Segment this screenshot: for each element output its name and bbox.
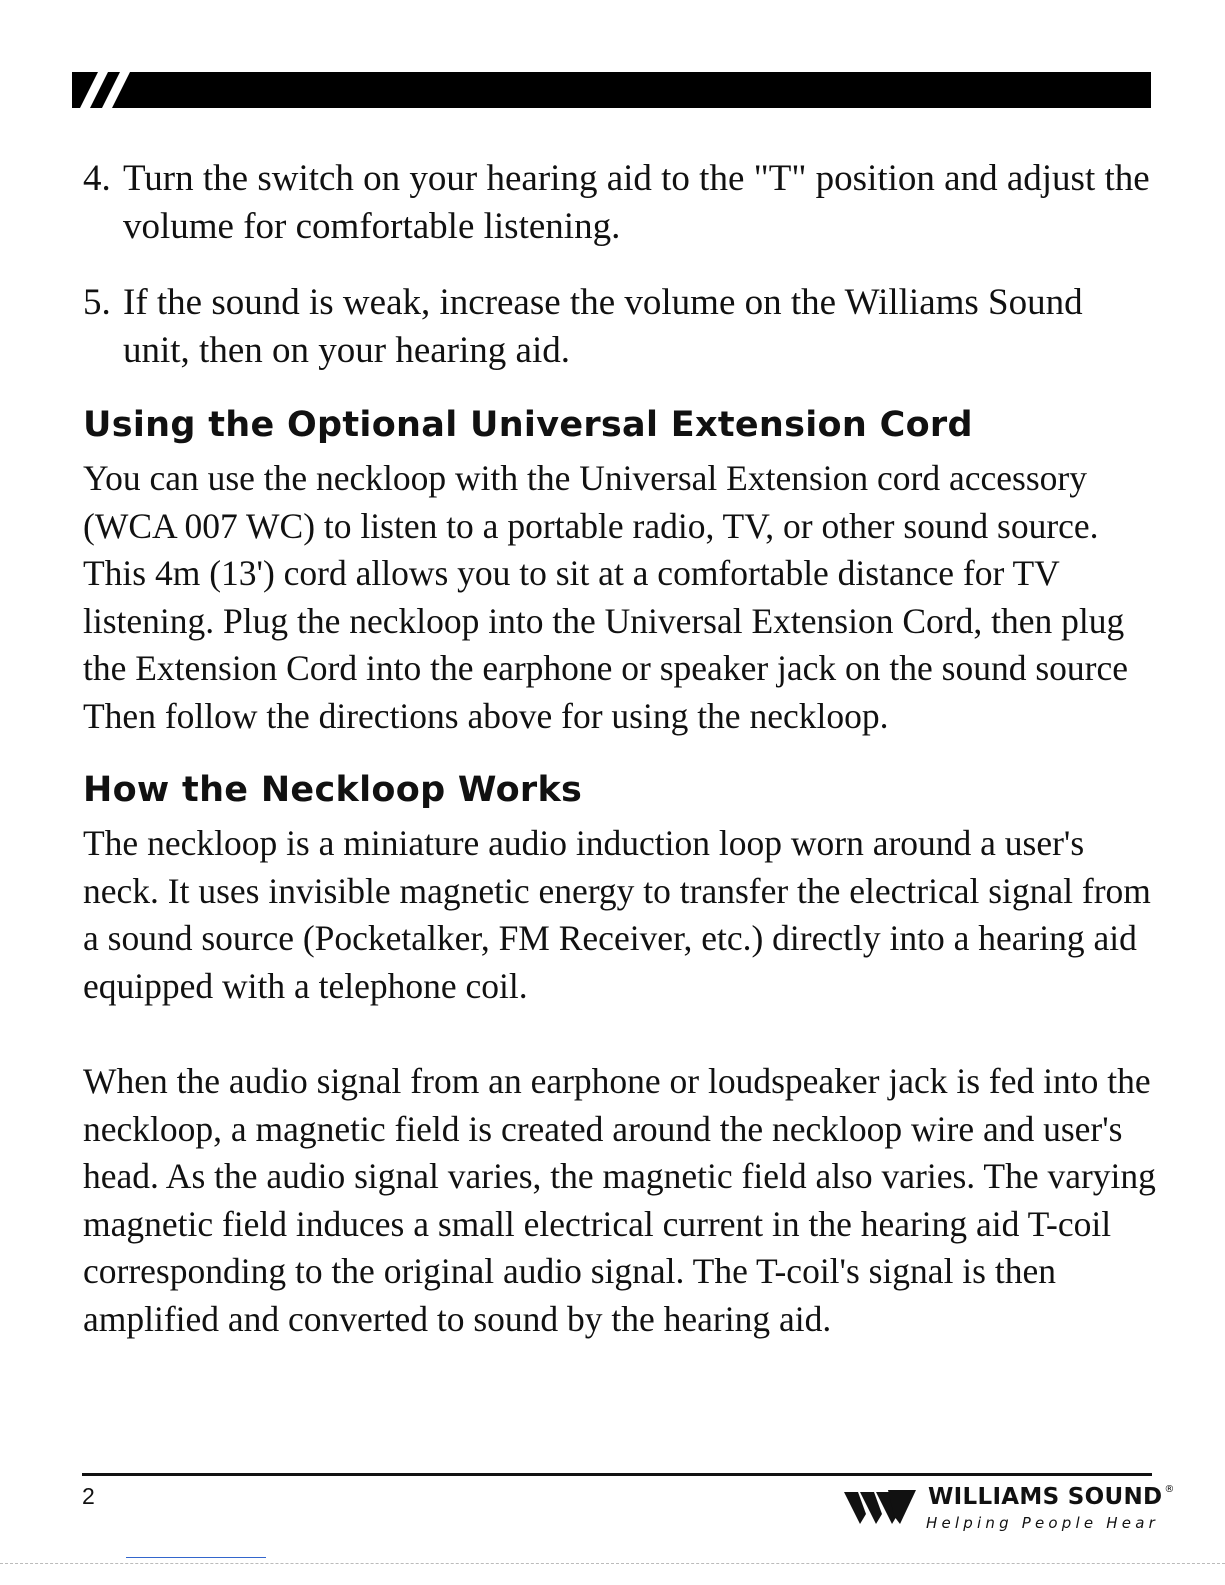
header-slash-icon [72,72,152,108]
page-content [83,155,1158,1343]
brand-name-text: WILLIAMS SOUND [928,1484,1163,1510]
section-heading-neckloop-works: How the Neckloop Works [83,770,583,810]
step-number: 5. [83,282,111,323]
bottom-underline-decoration [126,1557,266,1558]
bottom-dashed-line [0,1563,1225,1564]
williams-sound-logo-icon [842,1486,922,1526]
step-number: 4. [83,158,111,199]
brand-tagline: Helping People Hear [926,1514,1159,1532]
step-item [83,279,1158,375]
header-bar [72,72,1151,108]
williams-sound-logo [842,1484,1175,1532]
registered-mark: ® [1164,1484,1175,1495]
page-number: 2 [82,1483,95,1509]
neckloop-paragraph-2: When the audio signal from an earphone or loudspeaker jack is fed into the neckloop, a magnetic field is created around the neckloop wire and user's head. As the audio signal varies, the magnetic field also varies. The varying magnetic field induces a small electrical current in the hearing aid T-coil corresponding to the original audio signal. The T-coil's signal is then amplified and converted to sound by the hearing aid. [83,1061,1156,1339]
extension-cord-paragraph: You can use the neckloop with the Universal Extension cord accessory (WCA 007 WC) to listen to a portable radio, TV, or other sound source. This 4m (13') cord allows you to sit at a comfortable distance for TV listening. Plug the neckloop into the Universal Extension Cord, then plug the Extension Cord into the earphone or speaker jack on the sound source Then follow the directions above for using the neckloop. [83,458,1128,736]
section-heading-extension-cord: Using the Optional Universal Extension Cord [83,405,973,445]
brand-name [928,1484,1175,1510]
neckloop-paragraph-1: The neckloop is a miniature audio induction loop worn around a user's neck. It uses invisible magnetic energy to transfer the electrical signal from a sound source (Pocketalker, FM Receiver, etc.) directly into a hearing aid equipped with a telephone coil. [83,823,1151,1006]
footer-divider [82,1473,1152,1476]
step-item [83,155,1158,251]
step-text: Turn the switch on your hearing aid to the "T" position and adjust the volume for comfortable listening. [123,158,1150,247]
step-text: If the sound is weak, increase the volume on the Williams Sound unit, then on your hearing aid. [123,282,1083,371]
